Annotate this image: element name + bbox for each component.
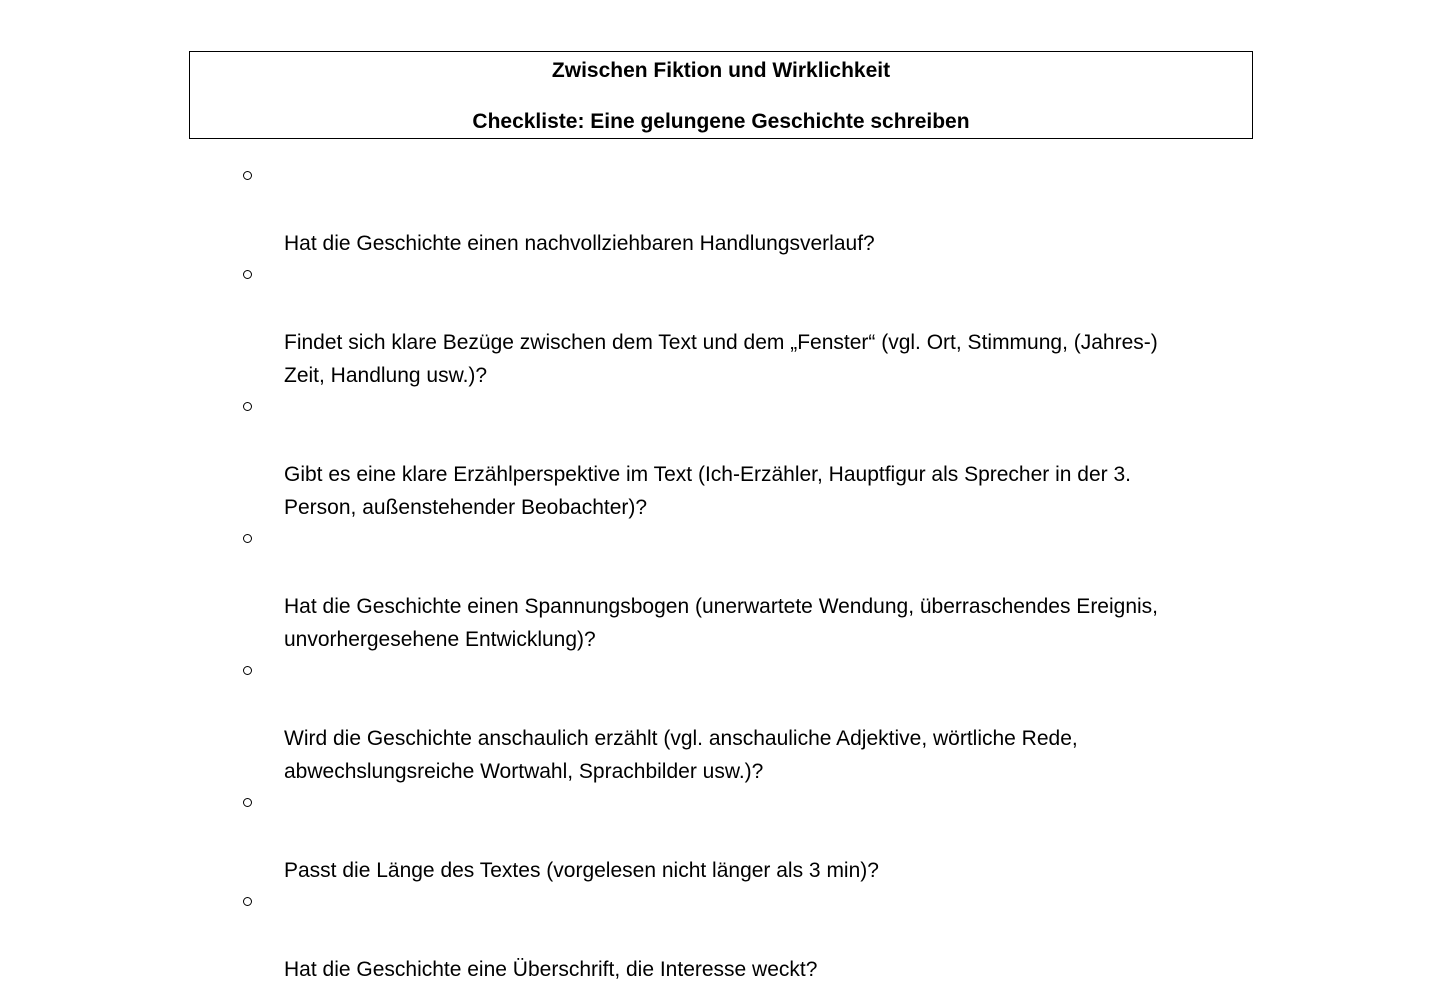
- document-subtitle: Checkliste: Eine gelungene Geschichte schreiben: [472, 110, 970, 133]
- checklist: [243, 161, 1253, 986]
- checklist-item-text: Hat die Geschichte einen nachvollziehbaren Handlungsverlauf?: [284, 232, 875, 255]
- hollow-circle-bullet-icon: [243, 534, 252, 543]
- checklist-item: [243, 392, 1253, 524]
- hollow-circle-bullet-icon: [243, 171, 252, 180]
- checklist-item-text: Hat die Geschichte eine Überschrift, die Interesse weckt?: [284, 958, 818, 981]
- hollow-circle-bullet-icon: [243, 798, 252, 807]
- checklist-item: [243, 656, 1253, 788]
- checklist-item: [243, 887, 1253, 986]
- checklist-item-text: Passt die Länge des Textes (vorgelesen nicht länger als 3 min)?: [284, 859, 879, 882]
- hollow-circle-bullet-icon: [243, 666, 252, 675]
- hollow-circle-bullet-icon: [243, 270, 252, 279]
- checklist-item-text: Wird die Geschichte anschaulich erzählt (vgl. anschauliche Adjektive, wörtliche Rede, abwechslungsreiche Wortwahl, Sprachbilder usw.)?: [284, 727, 1078, 783]
- document-title: Zwischen Fiktion und Wirklichkeit: [551, 59, 891, 82]
- hollow-circle-bullet-icon: [243, 402, 252, 411]
- checklist-item: [243, 788, 1253, 887]
- checklist-item: [243, 260, 1253, 392]
- checklist-item-text: Gibt es eine klare Erzählperspektive im Text (Ich-Erzähler, Hauptfigur als Sprecher in der 3. Person, außenstehender Beobachter)?: [284, 463, 1131, 519]
- checklist-item: [243, 524, 1253, 656]
- checklist-item-text: Findet sich klare Bezüge zwischen dem Text und dem „Fenster“ (vgl. Ort, Stimmung, (Jahres-) Zeit, Handlung usw.)?: [284, 331, 1158, 387]
- hollow-circle-bullet-icon: [243, 897, 252, 906]
- checklist-item: [243, 161, 1253, 260]
- title-box: [189, 51, 1253, 139]
- checklist-item-text: Hat die Geschichte einen Spannungsbogen (unerwartete Wendung, überraschendes Ereignis, unvorhergesehene Entwicklung)?: [284, 595, 1159, 651]
